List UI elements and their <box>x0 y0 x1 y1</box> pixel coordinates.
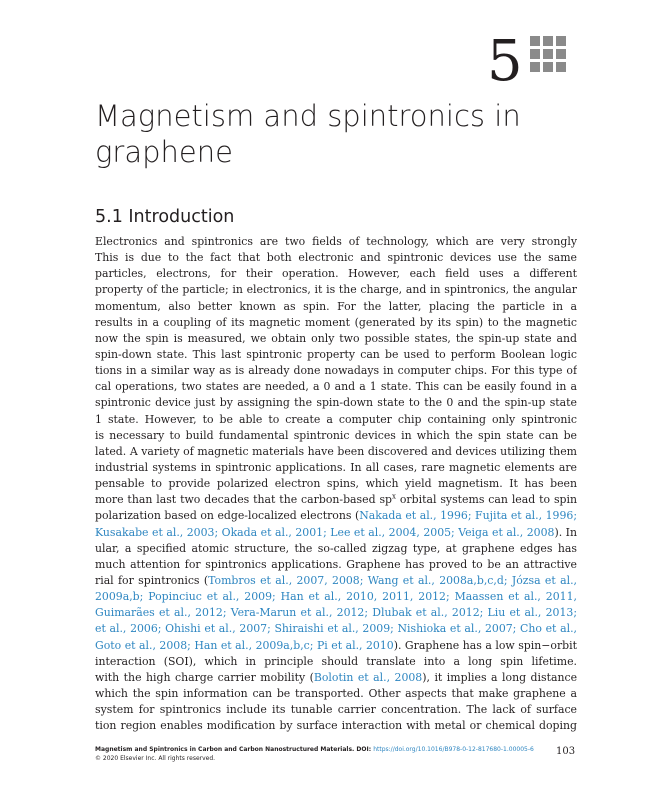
body-line: cal operations, two states are needed, a 0 and a 1 state. This can be easily found in a <box>95 380 577 394</box>
citation-link[interactable]: Goto et al., 2008; Han et al., 2009a,b,c; Pi et al., 2010 <box>95 638 394 652</box>
page-footer <box>95 745 534 763</box>
body-line: spin-down state. This last spintronic property can be used to perform Boolean logic <box>95 347 577 361</box>
body-line <box>95 508 577 524</box>
body-line: This is due to the fact that both electronic and spintronic devices use the same <box>95 251 577 265</box>
citation-link[interactable]: Bolotin et al., 2008 <box>313 670 423 684</box>
citation-link[interactable]: Kusakabe et al., 2003; Okada et al., 2001; Lee et al., 2004, 2005; Veiga et al., 2008 <box>95 525 555 539</box>
text-segment: more than last two decades that the carbon-based sp <box>95 493 393 507</box>
doi-link[interactable]: https://doi.org/10.1016/B978-0-12-817680-1.00005-6 <box>373 746 534 753</box>
chapter-title: Magnetism and spintronics in graphene <box>95 99 521 169</box>
footer-copyright: © 2020 Elsevier Inc. All rights reserved. <box>95 755 216 762</box>
body-line: tion region enables modification by surface interaction with metal or chemical doping <box>95 719 577 733</box>
body-line <box>95 573 577 589</box>
body-line: interaction (SOI), which in principle should translate into a long spin lifetime. <box>95 654 577 668</box>
text-segment: rial for spintronics ( <box>95 573 209 587</box>
text-segment: ), it implies a long distance <box>422 670 577 684</box>
body-text <box>95 234 577 734</box>
body-line: ular, a specified atomic structure, the so-called zigzag type, at graphene edges has <box>95 541 577 555</box>
body-line <box>95 525 577 541</box>
text-segment: polarization based on edge-localized electrons ( <box>95 509 360 523</box>
superscript: x <box>392 492 396 501</box>
citation-link[interactable]: Guimarães et al., 2012; Vera-Marun et al., 2012; Dlubak et al., 2012; Liu et al., 2013; <box>95 606 577 620</box>
citation-link[interactable]: 2009a,b; Popinciuc et al., 2009; Han et al., 2010, 2011, 2012; Maassen et al., 2011, <box>95 590 577 604</box>
body-line: pensable to provide polarized electron spins, which yield magnetism. It has been <box>95 477 577 491</box>
chapter-ornament-icon <box>530 36 576 82</box>
body-line: is necessary to build fundamental spintronic devices in which the spin state can be <box>95 428 577 442</box>
text-segment: orbital systems can lead to spin <box>395 493 577 507</box>
body-line: much attention for spintronics applications. Graphene has proved to be an attractive <box>95 557 577 571</box>
body-line: spintronic device just by assigning the spin-down state to the 0 and the spin-up state <box>95 396 577 410</box>
text-segment: ). In <box>554 525 577 539</box>
body-line: results in a coupling of its magnetic moment (generated by its spin) to the magnetic <box>95 315 577 329</box>
section-heading: 5.1 Introduction <box>95 207 235 227</box>
citation-link[interactable]: Tombros et al., 2007, 2008; Wang et al., 2008a,b,c,d; Józsa et al., <box>208 573 577 587</box>
body-line: which the spin information can be transported. Other aspects that make graphene a <box>95 686 577 700</box>
body-line: 1 state. However, to be able to create a computer chip containing only spintronic <box>95 412 577 426</box>
body-line: system for spintronics include its tunable carrier concentration. The lack of surface <box>95 703 577 717</box>
text-segment: with the high charge carrier mobility ( <box>95 670 314 684</box>
body-line: industrial systems in spintronic applications. In all cases, rare magnetic elements are <box>95 460 577 474</box>
body-line: tions in a similar way as is already done nowadays in computer chips. For this type of <box>95 364 577 378</box>
body-line: now the spin is measured, we obtain only two possible states, the spin-up state and <box>95 331 577 345</box>
chapter-number: 5 <box>487 29 523 94</box>
body-line: Electronics and spintronics are two fields of technology, which are very strongly <box>95 235 577 248</box>
footer-book-title: Magnetism and Spintronics in Carbon and Carbon Nanostructured Materials. DOI: <box>95 746 374 753</box>
text-segment: ). Graphene has a low spin−orbit <box>393 638 577 652</box>
body-line <box>95 638 577 654</box>
page-number: 103 <box>556 746 576 757</box>
body-line: lated. A variety of magnetic materials have been discovered and devices utilizing them <box>95 444 577 458</box>
body-line <box>95 670 577 686</box>
body-line <box>95 492 577 508</box>
footer-source <box>95 745 534 754</box>
body-line: momentum, also better known as spin. For the latter, placing the particle in a <box>95 299 577 313</box>
citation-link[interactable]: et al., 2006; Ohishi et al., 2007; Shiraishi et al., 2009; Nishioka et al., 2007; Cho et al., <box>95 622 577 636</box>
body-line: property of the particle; in electronics, it is the charge, and in spintronics, the angular <box>95 283 577 297</box>
citation-link[interactable]: Nakada et al., 1996; Fujita et al., 1996; <box>359 509 577 523</box>
body-line: particles, electrons, for their operation. However, each field uses a different <box>95 267 577 281</box>
